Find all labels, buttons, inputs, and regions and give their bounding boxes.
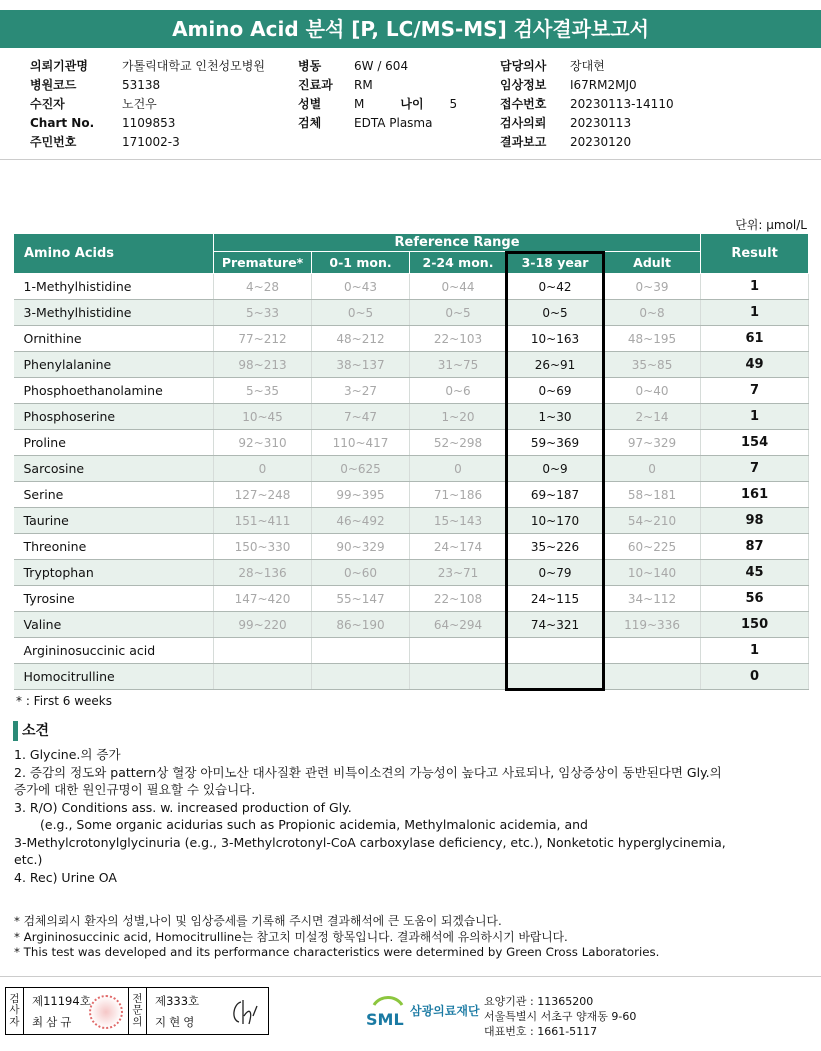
reference-range-cell: 48~212: [312, 326, 410, 352]
reference-range-cell: 99~395: [312, 482, 410, 508]
value-ward: 6W / 604: [354, 59, 409, 73]
reference-range-cell: 69~187: [507, 482, 604, 508]
value-resident-no: 171002-3: [122, 135, 180, 149]
value-receipt-no: 20230113-14110: [570, 97, 674, 111]
label-resident-no: 주민번호: [30, 135, 77, 149]
reference-range-cell: 55~147: [312, 586, 410, 612]
reference-range-cell: 74~321: [507, 612, 604, 638]
reference-range-cell: [410, 638, 507, 664]
amino-acid-table: [13, 233, 809, 690]
amino-acid-name: 1-Methylhistidine: [14, 274, 214, 300]
institution-code: 요양기관 : 11365200: [484, 995, 594, 1008]
amino-acid-name: Serine: [14, 482, 214, 508]
reference-range-cell: 34~112: [604, 586, 701, 612]
org-address-block: [484, 994, 636, 1039]
specialist-cert: 제333호: [155, 994, 200, 1008]
reference-range-cell: 127~248: [214, 482, 312, 508]
finding-line: 3-Methylcrotonylglycinuria (e.g., 3-Methylcrotonyl-CoA carboxylase deficiency, etc.), Nonketotic hyperglycinemia,: [14, 834, 726, 850]
value-specimen: EDTA Plasma: [354, 116, 433, 130]
finding-line: 3. R/O) Conditions ass. w. increased production of Gly.: [14, 799, 352, 815]
reference-range-cell: [214, 638, 312, 664]
specialist-name: 지현영: [155, 1015, 198, 1029]
signature-icon: [227, 994, 261, 1030]
value-report-date: 20230120: [570, 135, 632, 149]
reference-range-cell: 86~190: [312, 612, 410, 638]
table-row: [14, 352, 809, 378]
reference-range-cell: 26~91: [507, 352, 604, 378]
patient-info-col1: [30, 57, 265, 152]
reference-range-cell: 35~85: [604, 352, 701, 378]
table-row: [14, 638, 809, 664]
result-value: 1: [701, 300, 809, 326]
sml-logo-icon: [366, 993, 410, 1033]
result-value: 154: [701, 430, 809, 456]
header-result: Result: [701, 234, 809, 274]
reference-range-cell: 48~195: [604, 326, 701, 352]
reference-range-cell: 35~226: [507, 534, 604, 560]
result-value: 1: [701, 404, 809, 430]
reference-range-cell: [312, 638, 410, 664]
reference-range-cell: 0: [604, 456, 701, 482]
reference-range-cell: 119~336: [604, 612, 701, 638]
table-row: [14, 430, 809, 456]
label-clinical-info: 임상정보: [500, 78, 547, 92]
result-value: 49: [701, 352, 809, 378]
table-row: [14, 378, 809, 404]
reference-range-cell: 147~420: [214, 586, 312, 612]
reference-range-cell: 60~225: [604, 534, 701, 560]
value-patient: 노건우: [122, 97, 157, 111]
reference-range-cell: 0: [214, 456, 312, 482]
note-line: * Argininosuccinic acid, Homocitrulline는 참고치 미설정 항목입니다. 결과해석에 유의하시기 바랍니다.: [14, 929, 568, 944]
reference-range-cell: 0~44: [410, 274, 507, 300]
reference-range-cell: 0~5: [410, 300, 507, 326]
amino-acid-name: Homocitrulline: [14, 664, 214, 690]
address: 서울특별시 서초구 양재동 9-60: [484, 1010, 637, 1023]
label-requesting-org: 의뢰기관명: [30, 59, 88, 73]
subheader-2: 2-24 mon.: [410, 252, 507, 274]
table-row: [14, 482, 809, 508]
reference-range-cell: 64~294: [410, 612, 507, 638]
reference-range-cell: 0~5: [507, 300, 604, 326]
finding-line: etc.): [14, 852, 43, 867]
result-value: 98: [701, 508, 809, 534]
label-receipt-no: 접수번호: [500, 97, 547, 111]
specialist-cell: [147, 988, 267, 1034]
unit-label: 단위: μmol/L: [735, 218, 807, 232]
reference-range-cell: 0~79: [507, 560, 604, 586]
reference-range-cell: 0~69: [507, 378, 604, 404]
reference-range-cell: 46~492: [312, 508, 410, 534]
reference-range-cell: 10~140: [604, 560, 701, 586]
value-request-date: 20230113: [570, 116, 632, 130]
label-patient: 수진자: [30, 97, 65, 111]
amino-acid-name: Ornithine: [14, 326, 214, 352]
header-reference-range: Reference Range: [214, 234, 701, 252]
reference-range-cell: 0~42: [507, 274, 604, 300]
subheader-4: Adult: [604, 252, 701, 274]
note-line: * 검체의뢰시 환자의 성별,나이 및 임상증세를 기록해 주시면 결과해석에 큰 도움이 되겠습니다.: [14, 914, 502, 928]
reference-range-cell: [312, 664, 410, 690]
reference-range-cell: 58~181: [604, 482, 701, 508]
reference-range-cell: 22~108: [410, 586, 507, 612]
amino-acid-name: Proline: [14, 430, 214, 456]
phone: 대표번호 : 1661-5117: [484, 1025, 598, 1038]
value-clinical-info: I67RM2MJ0: [570, 78, 637, 92]
label-specimen: 검체: [298, 116, 322, 130]
reference-range-cell: 38~137: [312, 352, 410, 378]
reference-range-cell: 5~35: [214, 378, 312, 404]
reference-range-cell: 24~115: [507, 586, 604, 612]
table-row: [14, 456, 809, 482]
result-value: 161: [701, 482, 809, 508]
result-value: 87: [701, 534, 809, 560]
specialist-label: 전 문 의: [129, 988, 147, 1034]
reference-range-cell: 1~30: [507, 404, 604, 430]
reference-range-cell: 0~6: [410, 378, 507, 404]
reference-range-cell: 71~186: [410, 482, 507, 508]
result-value: 45: [701, 560, 809, 586]
reference-range-cell: 23~71: [410, 560, 507, 586]
label-department: 진료과: [298, 78, 333, 92]
label-doctor: 담당의사: [500, 59, 547, 73]
table-row: [14, 534, 809, 560]
table-row: [14, 326, 809, 352]
finding-line: 4. Rec) Urine OA: [14, 869, 117, 885]
patient-info-col3: [500, 57, 674, 152]
logo-text: SML: [366, 1010, 404, 1029]
result-value: 1: [701, 638, 809, 664]
age-range-highlight: [505, 251, 605, 691]
amino-acid-name: Phosphoethanolamine: [14, 378, 214, 404]
reference-range-cell: [214, 664, 312, 690]
technician-cell: [24, 988, 129, 1034]
signoff-box: [5, 987, 269, 1035]
reference-range-cell: [604, 664, 701, 690]
table-row: [14, 586, 809, 612]
value-requesting-org: 가톨릭대학교 인천성모병원: [122, 59, 265, 73]
finding-line: 증가에 대한 원인규명이 필요할 수 있습니다.: [14, 782, 256, 797]
label-age: 나이: [400, 97, 424, 111]
reference-range-cell: 0~8: [604, 300, 701, 326]
result-value: 7: [701, 378, 809, 404]
subheader-0: Premature*: [214, 252, 312, 274]
amino-acid-name: Sarcosine: [14, 456, 214, 482]
label-chart-no: Chart No.: [30, 116, 95, 130]
reference-range-cell: 59~369: [507, 430, 604, 456]
reference-range-cell: 15~143: [410, 508, 507, 534]
notes: [14, 914, 804, 961]
amino-acid-name: Taurine: [14, 508, 214, 534]
report-title: Amino Acid 분석 [P, LC/MS-MS] 검사결과보고서: [0, 10, 821, 48]
reference-range-cell: 98~213: [214, 352, 312, 378]
reference-range-cell: 0~43: [312, 274, 410, 300]
value-hospital-code: 53138: [122, 78, 161, 92]
finding-line: 1. Glycine.의 증가: [14, 747, 121, 762]
divider: [0, 976, 821, 977]
reference-range-cell: 0~9: [507, 456, 604, 482]
reference-range-cell: 10~45: [214, 404, 312, 430]
findings-text: [14, 746, 804, 886]
amino-acid-name: Phenylalanine: [14, 352, 214, 378]
table-row: [14, 404, 809, 430]
reference-range-cell: 90~329: [312, 534, 410, 560]
reference-range-cell: 97~329: [604, 430, 701, 456]
table-row: [14, 508, 809, 534]
reference-range-cell: 3~27: [312, 378, 410, 404]
result-value: 1: [701, 274, 809, 300]
reference-range-cell: 0~39: [604, 274, 701, 300]
label-request-date: 검사의뢰: [500, 116, 547, 130]
amino-acid-name: 3-Methylhistidine: [14, 300, 214, 326]
org-name: 삼광의료재단: [410, 1004, 480, 1018]
finding-line: (e.g., Some organic acidurias such as Propionic acidemia, Methylmalonic acidemia, and: [40, 817, 588, 832]
technician-label: 검 사 자: [6, 988, 24, 1034]
result-value: 61: [701, 326, 809, 352]
value-chart-no: 1109853: [122, 116, 176, 130]
amino-acid-name: Tyrosine: [14, 586, 214, 612]
reference-range-cell: 99~220: [214, 612, 312, 638]
label-ward: 병동: [298, 59, 322, 73]
result-value: 0: [701, 664, 809, 690]
amino-acid-name: Argininosuccinic acid: [14, 638, 214, 664]
amino-acid-name: Phosphoserine: [14, 404, 214, 430]
amino-acid-name: Valine: [14, 612, 214, 638]
amino-acid-name: Threonine: [14, 534, 214, 560]
header-amino-acids: Amino Acids: [14, 234, 214, 274]
divider: [0, 159, 821, 160]
reference-range-cell: 7~47: [312, 404, 410, 430]
patient-info-col2: [298, 57, 457, 133]
reference-range-cell: [410, 664, 507, 690]
table-row: [14, 300, 809, 326]
finding-line: 2. 증감의 정도와 pattern상 혈장 아미노산 대사질환 관련 비특이소견의 가능성이 높다고 사료되나, 임상증상이 동반된다면 Gly.의: [14, 764, 722, 780]
reference-range-cell: 0~625: [312, 456, 410, 482]
seal-stamp-icon: [89, 995, 123, 1029]
footnote: * : First 6 weeks: [16, 694, 112, 708]
reference-range-cell: [604, 638, 701, 664]
reference-range-cell: 110~417: [312, 430, 410, 456]
reference-range-cell: 22~103: [410, 326, 507, 352]
reference-range-cell: 24~174: [410, 534, 507, 560]
reference-range-cell: 150~330: [214, 534, 312, 560]
result-value: 7: [701, 456, 809, 482]
reference-range-cell: 0~5: [312, 300, 410, 326]
subheader-3: 3-18 year: [507, 252, 604, 274]
table-row: [14, 560, 809, 586]
table-row: [14, 274, 809, 300]
technician-cert: 제11194호: [32, 994, 91, 1008]
amino-acid-name: Tryptophan: [14, 560, 214, 586]
result-value: 56: [701, 586, 809, 612]
reference-range-cell: 1~20: [410, 404, 507, 430]
subheader-1: 0-1 mon.: [312, 252, 410, 274]
label-sex: 성별: [298, 97, 322, 111]
reference-range-cell: 28~136: [214, 560, 312, 586]
reference-range-cell: 2~14: [604, 404, 701, 430]
label-report-date: 결과보고: [500, 135, 547, 149]
value-age: 5: [449, 97, 458, 111]
technician-name: 최삼규: [32, 1015, 75, 1029]
value-sex: M: [354, 97, 365, 111]
findings-title: 소견: [13, 721, 49, 741]
reference-range-cell: 77~212: [214, 326, 312, 352]
table-row: [14, 664, 809, 690]
reference-range-cell: 0~40: [604, 378, 701, 404]
value-department: RM: [354, 78, 373, 92]
reference-range-cell: 151~411: [214, 508, 312, 534]
label-hospital-code: 병원코드: [30, 78, 77, 92]
reference-range-cell: 92~310: [214, 430, 312, 456]
note-line: * This test was developed and its performance characteristics were determined by Green Cross Laboratories.: [14, 945, 660, 959]
reference-range-cell: 5~33: [214, 300, 312, 326]
value-doctor: 장대현: [570, 59, 605, 73]
reference-range-cell: 0: [410, 456, 507, 482]
reference-range-cell: 4~28: [214, 274, 312, 300]
reference-range-cell: 0~60: [312, 560, 410, 586]
reference-range-cell: 31~75: [410, 352, 507, 378]
reference-range-cell: 54~210: [604, 508, 701, 534]
reference-range-cell: 10~163: [507, 326, 604, 352]
reference-range-cell: 10~170: [507, 508, 604, 534]
table-row: [14, 612, 809, 638]
reference-range-cell: 52~298: [410, 430, 507, 456]
result-value: 150: [701, 612, 809, 638]
